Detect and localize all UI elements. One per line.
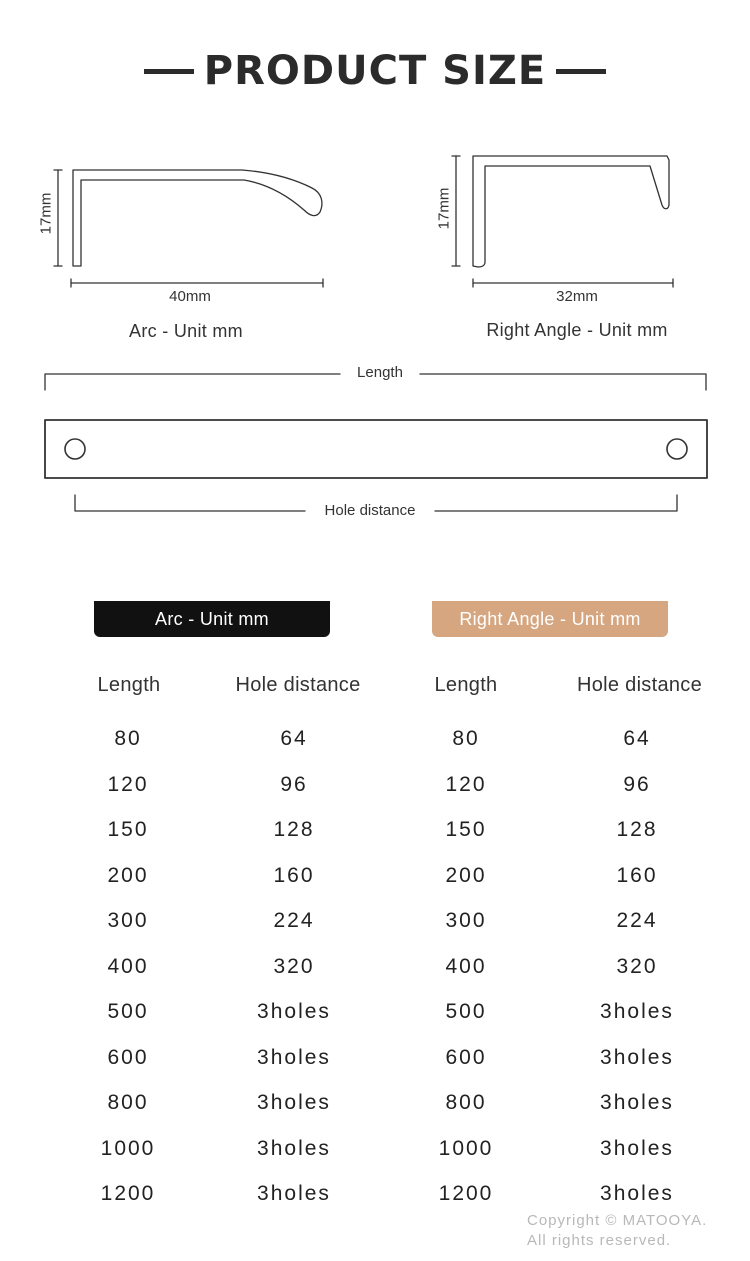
right-angle-hole-column: [557, 724, 717, 1225]
table-cell: 1200: [100, 1182, 156, 1205]
copyright-watermark: [527, 1211, 707, 1251]
table-cell: 150: [107, 818, 149, 841]
arc-table-header: Arc - Unit mm: [94, 601, 330, 637]
table-cell: 3holes: [257, 1091, 331, 1114]
table-cell: 80: [452, 727, 480, 750]
table-cell: 160: [273, 863, 315, 887]
table-cell: 3holes: [257, 1000, 331, 1023]
table-cell: 3holes: [257, 1045, 331, 1069]
table-cell: 200: [445, 863, 487, 887]
table-cell: 300: [445, 909, 487, 932]
table-cell: 500: [445, 1000, 487, 1023]
table-cell: 120: [107, 772, 149, 796]
table-cell: 500: [107, 1000, 149, 1023]
table-cell: 128: [616, 818, 658, 841]
table-cell: 3holes: [600, 1136, 674, 1160]
table-cell: 160: [616, 863, 658, 887]
table-cell: 96: [623, 772, 651, 796]
table-cell: 300: [107, 909, 149, 932]
table-cell: 120: [445, 772, 487, 796]
copyright-line-1: Copyright © MATOOYA.: [527, 1212, 708, 1229]
right-angle-col-length: Length: [434, 674, 498, 696]
right-angle-length-column: [386, 724, 546, 1225]
table-cell: 80: [114, 727, 142, 750]
table-cell: 3holes: [257, 1182, 331, 1205]
arc-col-hole: Hole distance: [235, 674, 361, 696]
hole-distance-label: Hole distance: [324, 502, 416, 519]
length-label: Length: [357, 364, 403, 381]
table-cell: 600: [107, 1045, 149, 1069]
table-cell: 224: [616, 909, 658, 932]
table-cell: 3holes: [600, 1091, 674, 1114]
table-cell: 400: [107, 954, 149, 978]
table-cell: 600: [445, 1045, 487, 1069]
hole-right: [667, 439, 687, 459]
table-cell: 3holes: [257, 1136, 331, 1160]
arc-length-column: [48, 724, 208, 1225]
arc-hole-column: [214, 724, 374, 1225]
table-cell: 320: [273, 954, 315, 978]
table-cell: 800: [107, 1091, 149, 1114]
copyright-line-2: All rights reserved.: [527, 1232, 672, 1249]
table-cell: 1200: [438, 1182, 494, 1205]
arc-height-label: 17mm: [37, 192, 55, 235]
arc-width-label: 40mm: [169, 288, 211, 305]
table-cell: 400: [445, 954, 487, 978]
right-angle-profile-drawing: [452, 156, 673, 287]
table-cell: 64: [623, 727, 651, 750]
table-cell: 224: [273, 909, 315, 932]
arc-caption: Arc - Unit mm: [129, 321, 243, 341]
handle-bar-drawing: [45, 420, 707, 478]
table-cell: 320: [616, 954, 658, 978]
table-cell: 200: [107, 863, 149, 887]
arc-col-length: Length: [97, 674, 161, 696]
table-cell: 96: [280, 772, 308, 796]
table-cell: 64: [280, 727, 308, 750]
table-cell: 3holes: [600, 1045, 674, 1069]
table-cell: 3holes: [600, 1182, 674, 1205]
right-angle-col-hole: Hole distance: [576, 674, 703, 696]
table-cell: 1000: [438, 1136, 494, 1160]
table-cell: 150: [445, 818, 487, 841]
right-angle-caption: Right Angle - Unit mm: [486, 320, 668, 340]
hole-left: [65, 439, 85, 459]
table-cell: 128: [273, 818, 315, 841]
dimension-drawings: [0, 0, 750, 560]
table-cell: 800: [445, 1091, 487, 1114]
right-angle-height-label: 17mm: [435, 187, 453, 230]
arc-profile-drawing: [54, 170, 323, 287]
table-cell: 3holes: [600, 1000, 674, 1023]
right-angle-width-label: 32mm: [556, 288, 598, 305]
table-cell: 1000: [100, 1136, 156, 1160]
title-text: PRODUCT SIZE: [203, 48, 547, 94]
right-angle-table-header: Right Angle - Unit mm: [432, 601, 668, 637]
